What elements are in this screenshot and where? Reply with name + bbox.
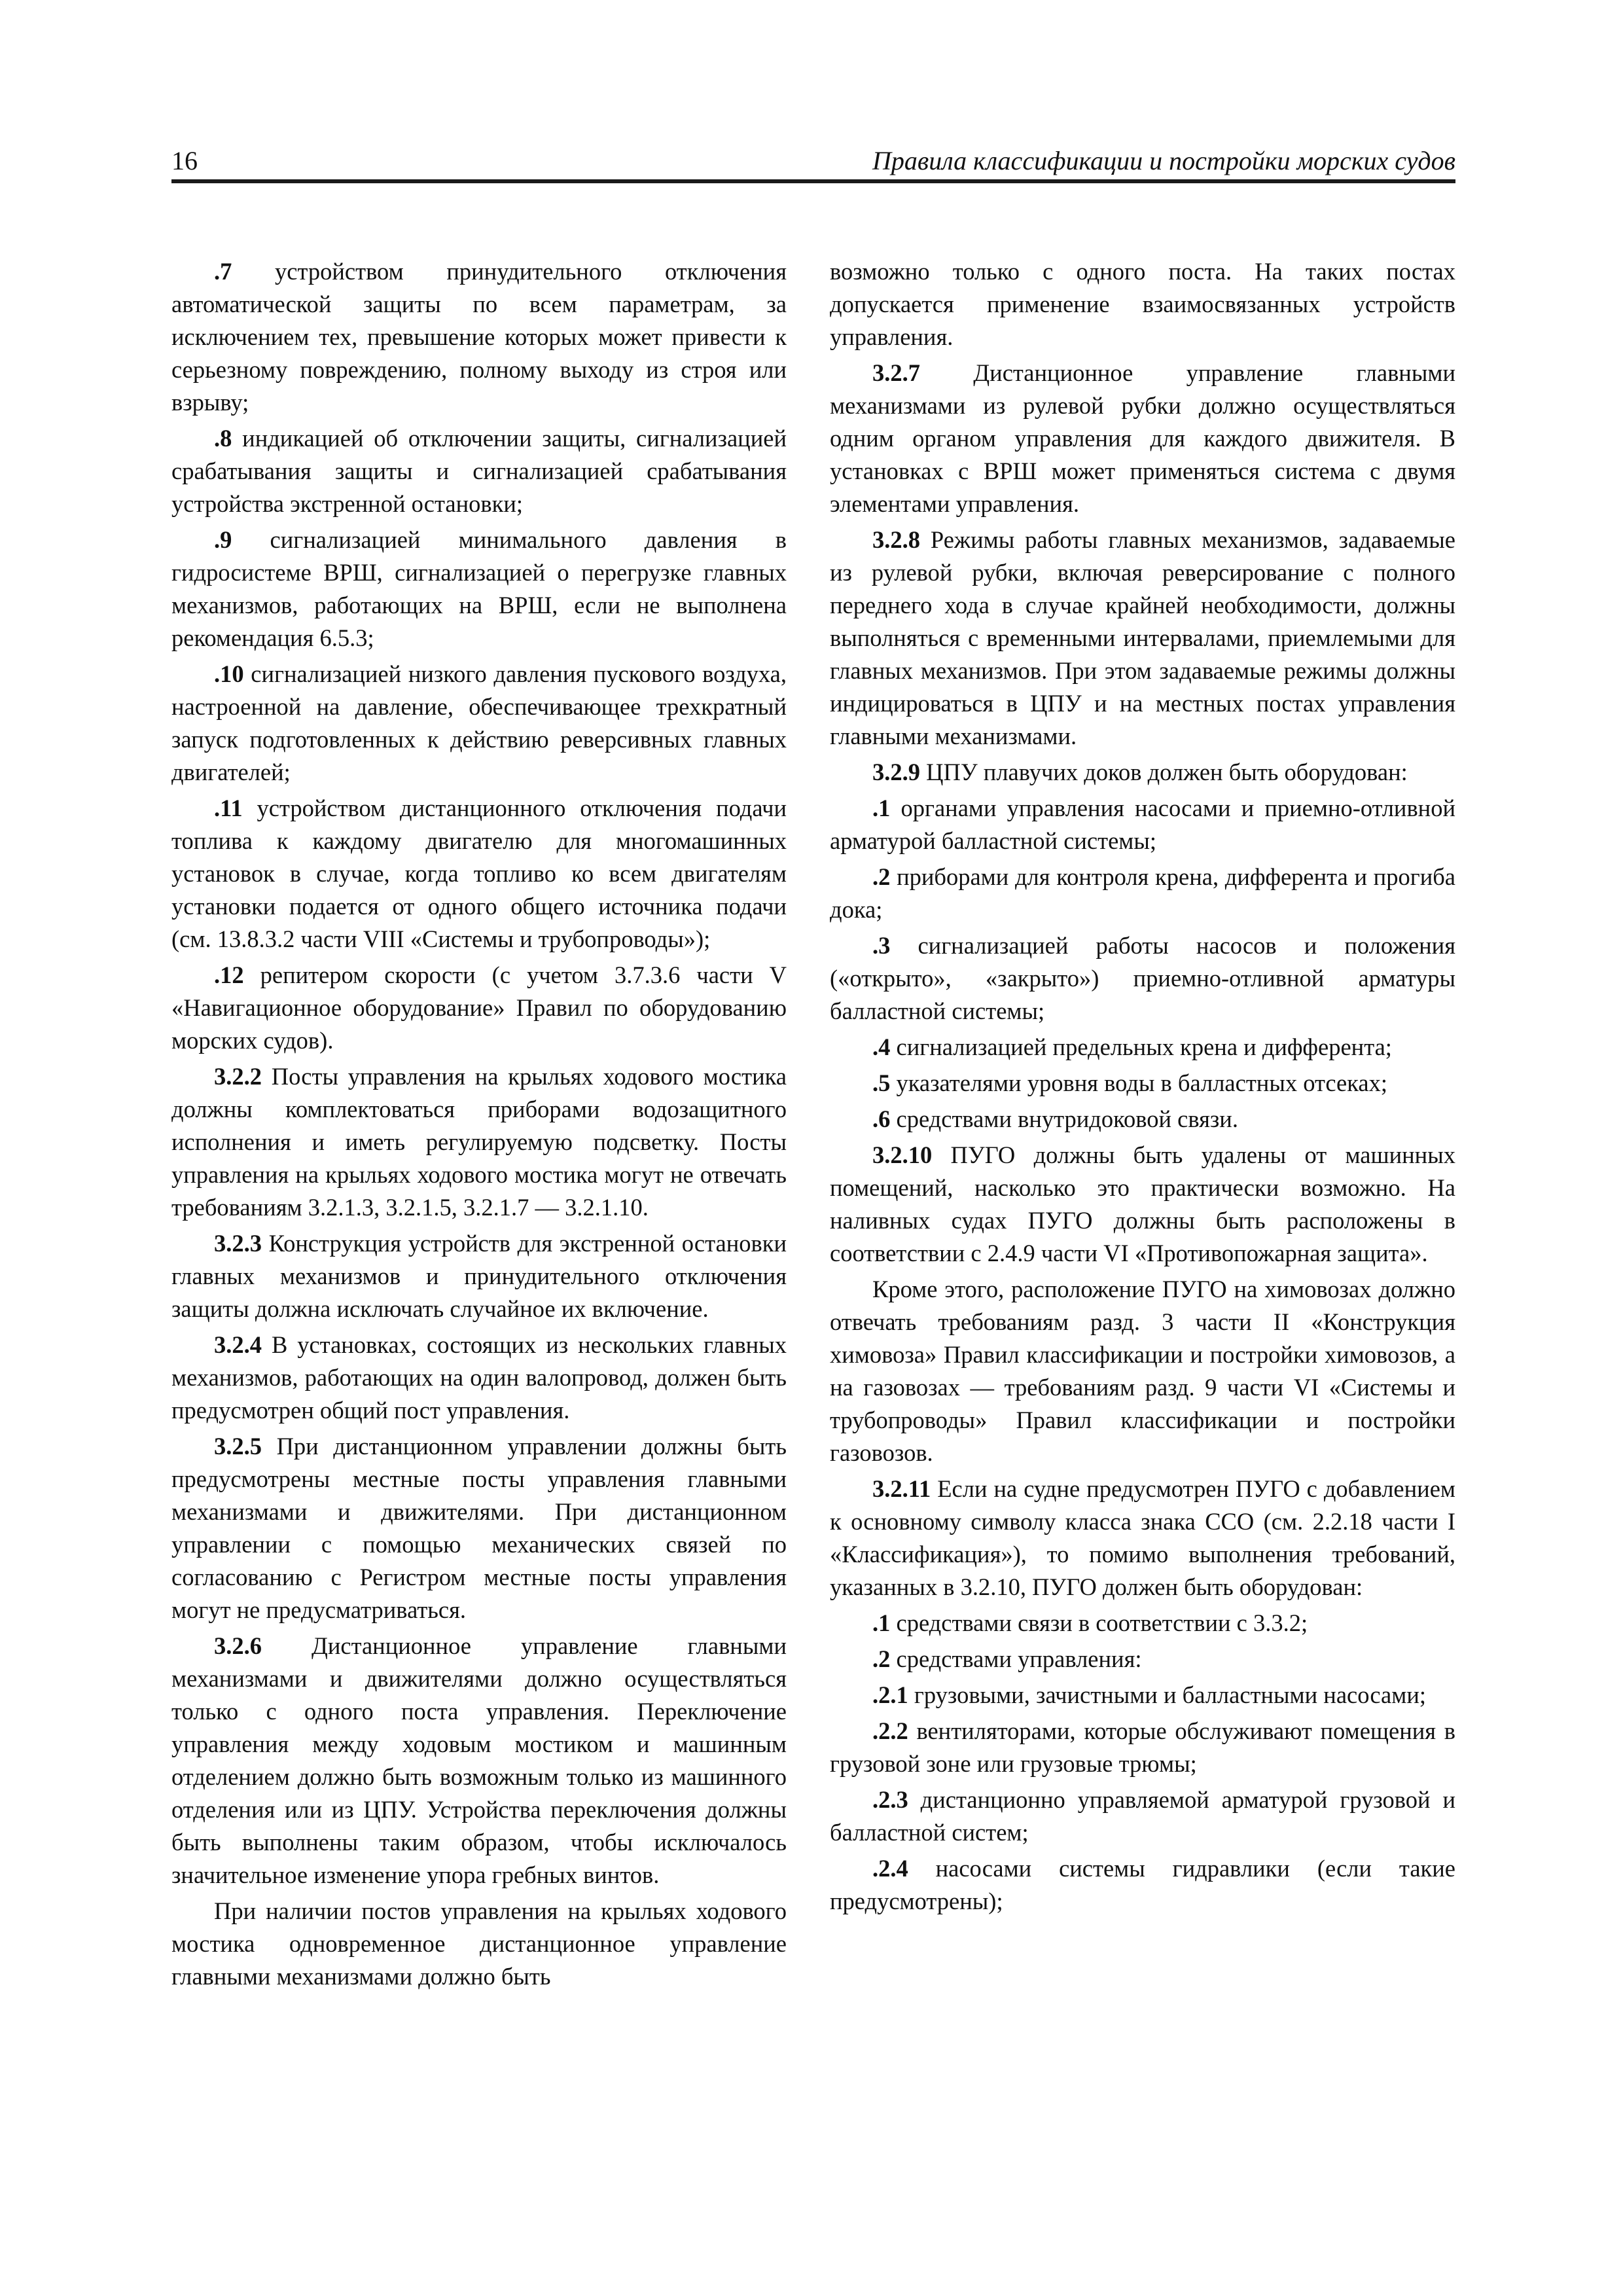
clause-number: .11	[214, 795, 243, 821]
paragraph	[830, 1067, 1455, 1100]
paragraph	[171, 255, 787, 419]
clause-number: .4	[872, 1033, 891, 1060]
paragraph-text: возможно только с одного поста. На таких постах допускается применение взаимосвязанных устройств управления.	[830, 258, 1455, 350]
clause-number: 3.2.4	[214, 1331, 262, 1358]
clause-number: 3.2.3	[214, 1230, 262, 1257]
paragraph	[830, 1784, 1455, 1849]
clause-number: .8	[214, 425, 232, 452]
left-column	[171, 255, 787, 1996]
clause-number: 3.2.11	[872, 1475, 931, 1502]
paragraph-text: насосами системы гидравлики (если такие предусмотрены);	[830, 1855, 1455, 1914]
paragraph-text: При дистанционном управлении должны быть предусмотрены местные посты управления главными механизмами и движителями. При дистанционном управлении с помощью механических связей по согласованию с Регистром местные посты управления могут не предусматриваться.	[171, 1433, 787, 1623]
paragraph-text: грузовыми, зачистными и балластными насосами;	[908, 1681, 1427, 1708]
clause-number: .2.4	[872, 1855, 908, 1882]
paragraph	[830, 1139, 1455, 1270]
clause-number: .1	[872, 1609, 891, 1636]
running-title: Правила классификации и постройки морских судов	[872, 146, 1455, 175]
paragraph-text: ЦПУ плавучих доков должен быть оборудован:	[920, 759, 1408, 785]
page-number: 16	[171, 146, 198, 175]
paragraph	[830, 756, 1455, 789]
paragraph-text: приборами для контроля крена, дифферента и прогиба дока;	[830, 863, 1455, 923]
clause-number: 3.2.2	[214, 1063, 262, 1090]
clause-number: .2	[872, 1645, 891, 1672]
clause-number: .9	[214, 526, 232, 553]
paragraph-text: Конструкция устройств для экстренной остановки главных механизмов и принудительного отключения защиты должна исключать случайное их включение.	[171, 1230, 787, 1322]
paragraph	[830, 1103, 1455, 1136]
clause-number: .1	[872, 795, 891, 821]
paragraph-text: указателями уровня воды в балластных отсеках;	[890, 1069, 1387, 1096]
paragraph	[830, 357, 1455, 520]
paragraph	[830, 255, 1455, 353]
paragraph	[830, 1031, 1455, 1064]
paragraph	[830, 929, 1455, 1028]
paragraph-text: сигнализацией работы насосов и положения («открыто», «закрыто») приемно-отливной арматуры балластной системы;	[830, 932, 1455, 1024]
clause-number: .3	[872, 932, 891, 959]
clause-number: .7	[214, 258, 232, 285]
paragraph-text: органами управления насосами и приемно-отливной арматурой балластной системы;	[830, 795, 1455, 854]
paragraph	[830, 1679, 1455, 1712]
paragraph-text: сигнализацией низкого давления пускового воздуха, настроенной на давление, обеспечивающее трехкратный запуск подготовленных к действию реверсивных главных двигателей;	[171, 660, 787, 785]
clause-number: 3.2.6	[214, 1632, 262, 1659]
clause-number: .2.2	[872, 1717, 908, 1744]
clause-number: 3.2.8	[872, 526, 920, 553]
paragraph-text: Дистанционное управление главными механизмами и движителями должно осуществляться только с одного поста управления. Переключение управления между ходовым мостиком и машинным отделением должно быть возможным только из машинного отделения или из ЦПУ. Устройства переключения должны быть выполнены таким образом, чтобы исключалось значительное изменение упора гребных винтов.	[171, 1632, 787, 1888]
paragraph	[171, 524, 787, 655]
paragraph	[171, 1430, 787, 1626]
clause-number: .2.3	[872, 1786, 908, 1813]
paragraph	[171, 422, 787, 520]
paragraph	[830, 1643, 1455, 1676]
clause-number: 3.2.5	[214, 1433, 262, 1460]
paragraph	[171, 658, 787, 789]
paragraph	[830, 1273, 1455, 1469]
paragraph	[171, 1630, 787, 1892]
paragraph-text: сигнализацией предельных крена и дифферента;	[890, 1033, 1392, 1060]
paragraph-text: Если на судне предусмотрен ПУГО с добавлением к основному символу класса знака CCO (см. 2.2.18 части I «Классификация»), то помимо выполнения требований, указанных в 3.2.10, ПУГО должен быть оборудован:	[830, 1475, 1455, 1600]
paragraph-text: дистанционно управляемой арматурой грузовой и балластной систем;	[830, 1786, 1455, 1846]
paragraph	[171, 792, 787, 956]
paragraph-text: средствами управления:	[890, 1645, 1142, 1672]
clause-number: .6	[872, 1105, 891, 1132]
paragraph-text: Дистанционное управление главными механизмами из рулевой рубки должно осуществляться одним органом управления для каждого движителя. В установках с ВРШ может применяться система с двумя элементами управления.	[830, 359, 1455, 517]
paragraph	[830, 524, 1455, 753]
paragraph-text: средствами внутридоковой связи.	[890, 1105, 1238, 1132]
paragraph	[830, 792, 1455, 857]
paragraph-text: устройством дистанционного отключения подачи топлива к каждому двигателю для многомашинных установок в случае, когда топливо ко всем двигателям установки подается от одного общего источника подачи (см. 13.8.3.2 части VIII «Системы и трубопроводы»);	[171, 795, 787, 952]
paragraph-text: В установках, состоящих из нескольких главных механизмов, работающих на один валопровод, должен быть предусмотрен общий пост управления.	[171, 1331, 787, 1424]
paragraph	[830, 1473, 1455, 1604]
paragraph-text: индикацией об отключении защиты, сигнализацией срабатывания защиты и сигнализацией срабатывания устройства экстренной остановки;	[171, 425, 787, 517]
clause-number: 3.2.7	[872, 359, 920, 386]
paragraph	[171, 1227, 787, 1325]
paragraph-text: вентиляторами, которые обслуживают помещения в грузовой зоне или грузовые трюмы;	[830, 1717, 1455, 1777]
paragraph-text: При наличии постов управления на крыльях ходового мостика одновременное дистанционное управление главными механизмами должно быть	[171, 1897, 787, 1990]
paragraph	[171, 1060, 787, 1224]
paragraph-text: Кроме этого, расположение ПУГО на химовозах должно отвечать требованиям разд. 3 части II «Конструкция химовоза» Правил классификации и постройки химовозов, а на газовозах — требованиям разд. 9 части VI «Системы и трубопроводы» Правил классификации и постройки газовозов.	[830, 1276, 1455, 1466]
paragraph-text: средствами связи в соответствии с 3.3.2;	[890, 1609, 1308, 1636]
paragraph	[830, 1852, 1455, 1918]
clause-number: .10	[214, 660, 244, 687]
page-header	[171, 145, 1455, 183]
paragraph-text: Посты управления на крыльях ходового мостика должны комплектоваться приборами водозащитного исполнения и иметь регулируемую подсветку. Посты управления на крыльях ходового мостика могут не отвечать требованиям 3.2.1.3, 3.2.1.5, 3.2.1.7 — 3.2.1.10.	[171, 1063, 787, 1221]
paragraph	[830, 861, 1455, 926]
clause-number: .2	[872, 863, 891, 890]
clause-number: 3.2.9	[872, 759, 920, 785]
clause-number: .5	[872, 1069, 891, 1096]
right-column	[830, 255, 1455, 1921]
paragraph-text: Режимы работы главных механизмов, задаваемые из рулевой рубки, включая реверсирование с полного переднего хода в случае крайней необходимости, должны выполняться с временными интервалами, приемлемыми для главных механизмов. При этом задаваемые режимы должны индицироваться в ЦПУ и на местных постах управления главными механизмами.	[830, 526, 1455, 749]
paragraph-text: ПУГО должны быть удалены от машинных помещений, насколько это практически возможно. На наливных судах ПУГО должны быть расположены в соответствии с 2.4.9 части VI «Противопожарная защита».	[830, 1141, 1455, 1266]
clause-number: 3.2.10	[872, 1141, 933, 1168]
paragraph-text: сигнализацией минимального давления в гидросистеме ВРШ, сигнализацией о перегрузке главных механизмов, работающих на ВРШ, если не выполнена рекомендация 6.5.3;	[171, 526, 787, 651]
paragraph	[830, 1715, 1455, 1780]
clause-number: .12	[214, 961, 244, 988]
clause-number: .2.1	[872, 1681, 908, 1708]
paragraph	[830, 1607, 1455, 1640]
paragraph	[171, 959, 787, 1057]
paragraph	[171, 1895, 787, 1993]
paragraph	[171, 1329, 787, 1427]
paragraph-text: устройством принудительного отключения автоматической защиты по всем параметрам, за исключением тех, превышение которых может привести к серьезному повреждению, полному выходу из строя или взрыву;	[171, 258, 787, 416]
paragraph-text: репитером скорости (с учетом 3.7.3.6 части V «Навигационное оборудование» Правил по оборудованию морских судов).	[171, 961, 787, 1054]
